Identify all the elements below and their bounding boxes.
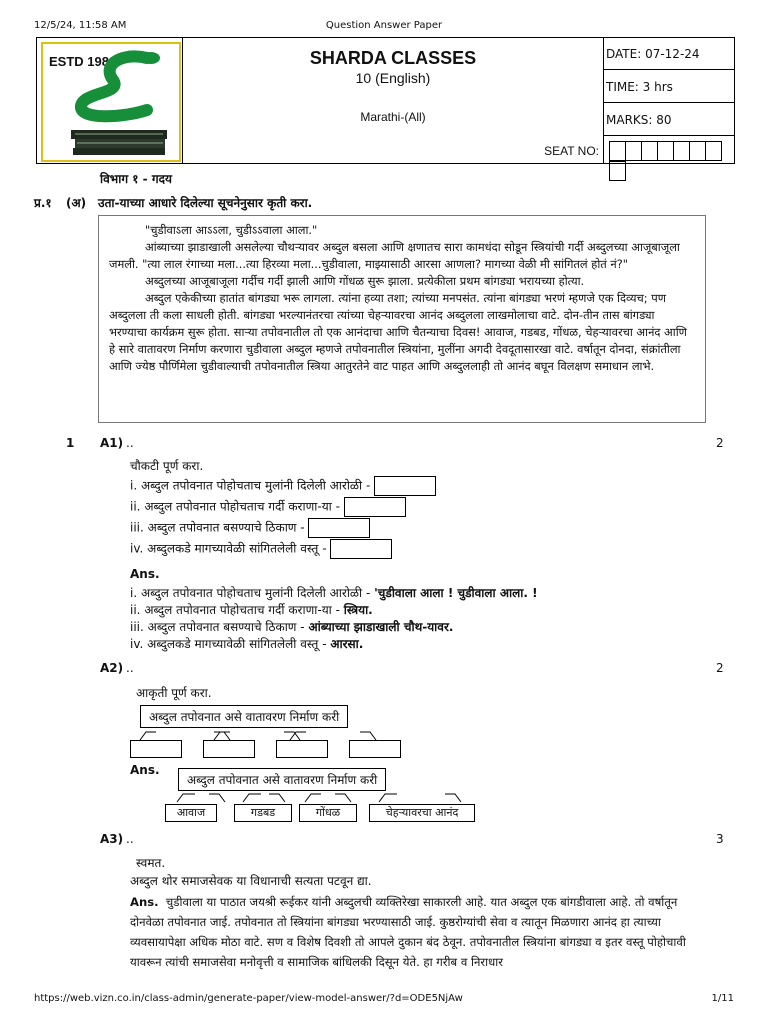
q3-answer: चुडीवाला या पाठात जयश्री रूईकर यांनी अब्दुलची व्यक्तिरेखा साकारली आहे. यात अब्दुल एक बांगडीवाला आहे. तो वर्षातून दोनवेळा तपोवनात जाई. तपोवनात तो स्त्रियांना बांगड्या भरण्यासाठी जाई. कुष्ठरोग्यांची सेवा व त्यातून मिळणारा आनंद हा त्याच्या व्यवसायापेक्षा अधिक मोठा वाटे. सण व विशेष दिवशी तो आपले दुकान बंद ठेवून. तपोवनातील स्त्रियांना बांगड्या व इतर वस्तू पोहोचावी यावरून त्यांची समाजसेवा मनोवृत्ती व सामाजिक बांधिलकी दिसून येते. हा गरीब व निराधार: [130, 895, 686, 969]
passage-para-2: आंब्याच्या झाडाखाली असलेल्या चौथऱ्यावर अब्दुल बसला आणि क्षणातच सारा कामधंदा सोडून स्त्रियांची गर्दी अब्दुलच्या आजूबाजूला जमली. "त्या लाल रंगाच्या मला...त्या हिरव्या मला...चुडीवाला, माझ्यासाठी आरसा आणला? मागच्या वेळी मी सांगितलं होतं नं?": [109, 240, 680, 271]
q2-blank-leaf[interactable]: [349, 740, 401, 758]
q1-ans-label: Ans.: [130, 567, 160, 581]
date: DATE: 07-12-24: [604, 38, 735, 70]
q3-ans-label: Ans.: [130, 895, 159, 909]
marks: MARKS: 80: [604, 104, 735, 136]
q2-blank-leaf[interactable]: [276, 740, 328, 758]
seat-no-boxes[interactable]: [610, 141, 735, 181]
page-number: 1/11: [711, 993, 734, 1004]
print-datetime: 12/5/24, 11:58 AM: [34, 20, 127, 31]
q1-item: i. अब्दुल तपोवनात पोहोचताच मुलांनी दिलेली आरोळी -: [130, 476, 436, 496]
passage-box: [98, 215, 706, 423]
q2-ans-leaf: गोंधळ: [299, 804, 357, 822]
school-name: SHARDA CLASSES: [309, 48, 477, 68]
q1-instruction: चौकटी पूर्ण करा.: [130, 459, 204, 473]
q3-instruction: स्वमत.: [136, 856, 166, 870]
q2-marks: 2: [716, 661, 724, 675]
meta-cell: [603, 38, 735, 163]
passage-para-3: अब्दुलच्या आजूबाजूला गर्दीच गर्दी झाली आणि गोंधळ सुरू झाला. प्रत्येकीला प्रथम बांगड्या भरायच्या होत्या.: [145, 274, 585, 288]
q2-ans-leaf: आवाज: [165, 804, 217, 822]
q3-question: अब्दुल थोर समाजसेवक या विधानाची सत्यता पटवून द्या.: [130, 874, 372, 888]
question-sub: (अ): [66, 196, 87, 210]
question-number: प्र.१: [34, 196, 52, 210]
q3-answer-block: [130, 892, 712, 972]
q2-instruction: आकृती पूर्ण करा.: [136, 686, 212, 700]
logo-snake-books-icon: [43, 44, 179, 160]
q1-answer: iv. अब्दुलकडे मागच्यावेळी सांगितलेली वस्तू - आरसा.: [130, 637, 364, 651]
logo: [41, 42, 181, 162]
print-url: https://web.vizn.co.in/class-admin/generate-paper/view-model-answer/?d=ODE5NjAw: [34, 993, 463, 1004]
passage-para-4: अब्दुल एकेकीच्या हातांत बांगड्या भरू लागला. त्यांना हव्या तशा; त्यांच्या मनपसंत. त्यांना बांगड्या भरणं म्हणजे एक दिव्यच; पण अब्दुलला ती कला साधली होती. बांगड्या भरल्यानंतरचा त्यांच्या चेहऱ्यावरचा आनंद अब्दुलला लाखमोलाचा वाटे. दोन-तीन तास बांगड्या भरण्याचा कार्यक्रम सुरू होता. साऱ्या तपोवनातील तो एक आनंदाचा आणि चैतन्याचा दिवस! आवाज, गडबड, गोंधळ, चेहऱ्यावरचा आनंद आणि हे सारे वातावरण निर्माण करणारा चुडीवाला अब्दुल म्हणजे तपोवनातील स्त्रियांना, मुलींना अगदी देवदूतासारखा वाटे. वर्षातून दोनदा, संक्रांतीला आणि ज्येष्ठ पौर्णिमेला चुडीवाल्याची तपोवनातील स्त्रिया आतुरतेने वाट पाहत आणि अब्दुललाही तो आनंद बघून विलक्षण समाधान लाभे.: [109, 291, 687, 373]
q1-answer: ii. अब्दुल तपोवनात पोहोचताच गर्दी कराणा-या - स्त्रिया.: [130, 603, 373, 617]
question-text: उता-याच्या आधारे दिलेल्या सूचनेनुसार कृती करा.: [98, 196, 313, 210]
section-title: विभाग १ - गदय: [100, 172, 172, 186]
q2-ans-top: अब्दुल तपोवनात असे वातावरण निर्माण करी: [178, 768, 386, 791]
q2-dots: ..: [126, 661, 134, 675]
subject: Marathi-(All): [360, 110, 426, 124]
q1-dots: ..: [126, 436, 134, 450]
q2-blank-leaf[interactable]: [203, 740, 255, 758]
time: TIME: 3 hrs: [604, 71, 735, 103]
header-table: [36, 37, 735, 164]
q2-label: A2): [100, 661, 124, 675]
passage-para-1: "चुडीवाऽला आऽऽला, चुडीऽऽवाला आला.": [145, 223, 318, 237]
q2-ans-leaf: गडबड: [234, 804, 292, 822]
q2-ans-connectors: [165, 790, 475, 804]
q1-answer: i. अब्दुल तपोवनात पोहोचताच मुलांनी दिलेली आरोळी - 'चुडीवाला आला ! चुडीवाला आला. !: [130, 586, 538, 600]
print-title: Question Answer Paper: [325, 20, 443, 31]
q1-answer: iii. अब्दुल तपोवनात बसण्याचे ठिकाण - आंब्याच्या झाडाखाली चौथ-यावर.: [130, 620, 454, 634]
logo-estd-text: ESTD 1989: [49, 54, 117, 69]
answer-box[interactable]: [344, 497, 406, 517]
q2-ans-leaf: चेहऱ्यावरचा आनंद: [369, 804, 475, 822]
class-name: 10 (English): [355, 70, 431, 86]
q1-item: iv. अब्दुलकडे मागच्यावेळी सांगितलेली वस्तू -: [130, 539, 392, 559]
q1-marks: 2: [716, 436, 724, 450]
title-cell: [183, 38, 603, 163]
answer-box[interactable]: [374, 476, 436, 496]
q1-number: 1: [66, 436, 75, 450]
seat-no-label: SEAT NO:: [544, 144, 599, 158]
q2-blank-leaf[interactable]: [130, 740, 182, 758]
q1-item: ii. अब्दुल तपोवनात पोहोचताच गर्दी कराणा-या -: [130, 497, 406, 517]
q3-label: A3): [100, 832, 124, 846]
logo-cell: [37, 38, 183, 163]
answer-box[interactable]: [330, 539, 392, 559]
q3-marks: 3: [716, 832, 724, 846]
q1-label: A1): [100, 436, 124, 450]
q2-ans-label: Ans.: [130, 763, 160, 777]
answer-box[interactable]: [308, 518, 370, 538]
q2-tree-top: अब्दुल तपोवनात असे वातावरण निर्माण करी: [140, 705, 348, 728]
q1-item: iii. अब्दुल तपोवनात बसण्याचे ठिकाण -: [130, 518, 370, 538]
q3-dots: ..: [126, 832, 134, 846]
